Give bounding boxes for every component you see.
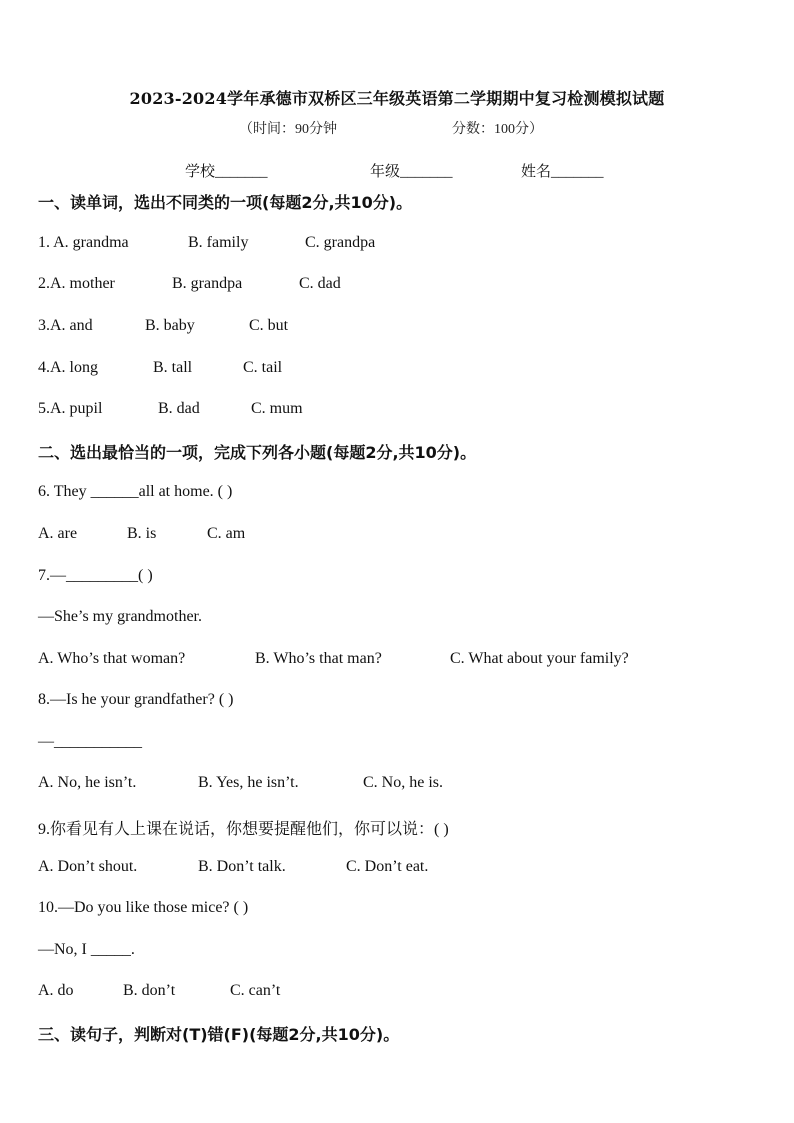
q1-option-b: B. family [188, 234, 249, 251]
q4-option-c: C. tail [243, 359, 283, 376]
exam-score: 分数：100分） [452, 122, 543, 137]
q9-option-b: B. Don’t talk. [198, 858, 286, 875]
section-1-title: 一、读单词，选出不同类的一项(每题2分,共10分)。 [38, 193, 413, 212]
q10-option-c: C. can’t [230, 982, 281, 999]
q8-stem: 8.—Is he your grandfather? ( ) [38, 691, 234, 708]
q4-option-b: B. tall [153, 359, 193, 376]
q7-option-b: B. Who’s that man? [255, 650, 382, 667]
q8-option-a: A. No, he isn’t. [38, 774, 137, 791]
q5-option-a: 5.A. pupil [38, 400, 103, 417]
q5-option-b: B. dad [158, 400, 200, 417]
q3-option-c: C. but [249, 317, 289, 334]
q1-option-c: C. grandpa [305, 234, 376, 251]
q9-stem: 9.你看见有人上课在说话，你想要提醒他们，你可以说：( ) [38, 821, 449, 838]
section-2-title: 二、选出最恰当的一项，完成下列各小题(每题2分,共10分)。 [38, 443, 477, 462]
q9-option-a: A. Don’t shout. [38, 858, 138, 875]
q7-stem: 7.—_________( ) [38, 567, 153, 584]
q3-option-b: B. baby [145, 317, 195, 334]
q10-reply: —No, I _____. [38, 941, 135, 958]
q10-option-a: A. do [38, 982, 74, 999]
q10-option-b: B. don’t [123, 982, 176, 999]
q3-option-a: 3.A. and [38, 317, 93, 334]
q8-option-b: B. Yes, he isn’t. [198, 774, 299, 791]
q1-option-a: 1. A. grandma [38, 234, 129, 251]
q7-reply: —She’s my grandmother. [38, 608, 202, 625]
exam-time: （时间：90分钟 [239, 122, 337, 137]
q7-option-a: A. Who’s that woman? [38, 650, 186, 667]
q2-option-c: C. dad [299, 275, 341, 292]
q6-option-c: C. am [207, 525, 246, 542]
q2-option-b: B. grandpa [172, 275, 243, 292]
section-3-title: 三、读句子，判断对(T)错(F)(每题2分,共10分)。 [38, 1025, 400, 1044]
q8-reply: —___________ [38, 733, 142, 750]
q6-option-b: B. is [127, 525, 157, 542]
q8-option-c: C. No, he is. [363, 774, 443, 791]
q6-option-a: A. are [38, 525, 78, 542]
name-field: 姓名_______ [521, 164, 604, 180]
page-title: 2023-2024学年承德市双桥区三年级英语第二学期期中复习检测模拟试题 [129, 89, 665, 108]
q10-stem: 10.—Do you like those mice? ( ) [38, 899, 249, 916]
q2-option-a: 2.A. mother [38, 275, 115, 292]
q6-stem: 6. They ______all at home. ( ) [38, 483, 233, 500]
q7-option-c: C. What about your family? [450, 650, 629, 667]
grade-field: 年级_______ [370, 164, 453, 180]
q4-option-a: 4.A. long [38, 359, 98, 376]
school-field: 学校_______ [185, 164, 268, 180]
q5-option-c: C. mum [251, 400, 303, 417]
q9-option-c: C. Don’t eat. [346, 858, 429, 875]
